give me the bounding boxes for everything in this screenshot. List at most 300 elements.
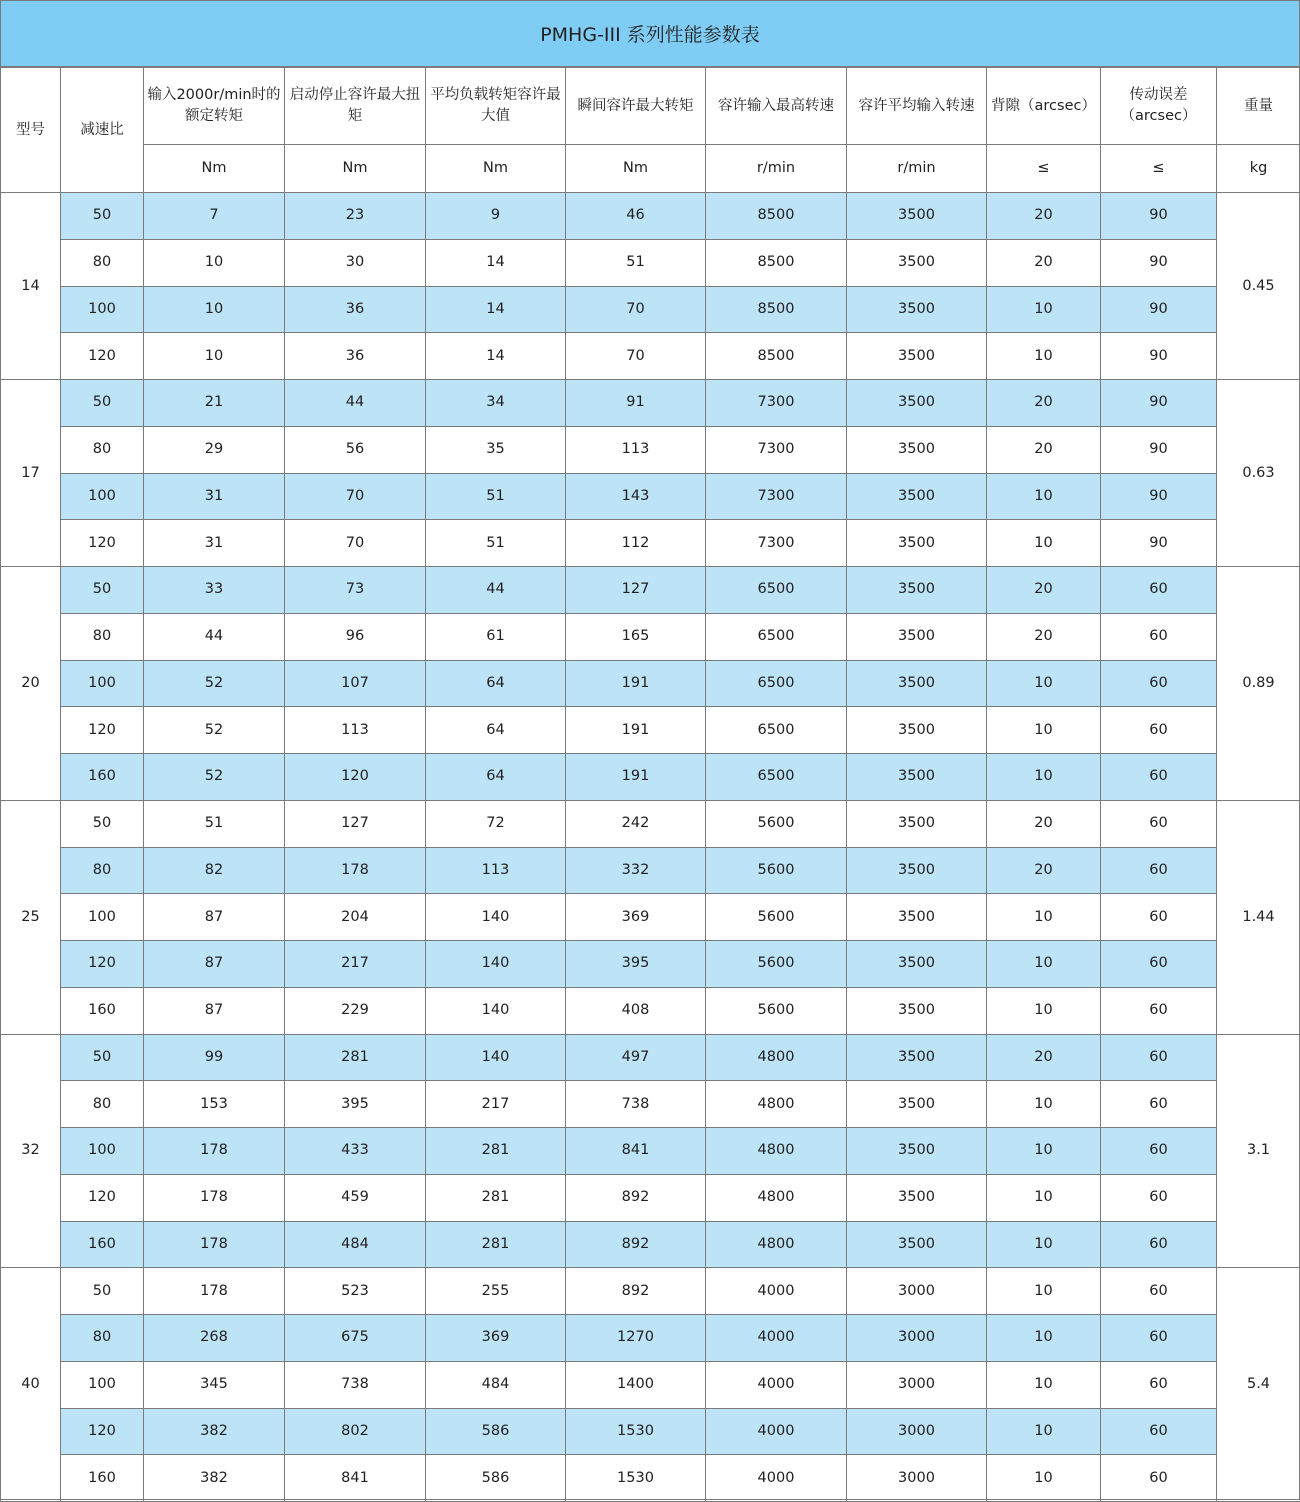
value-cell: 60 xyxy=(1101,1128,1217,1175)
value-cell: 3500 xyxy=(847,847,987,894)
table-row xyxy=(1,660,1300,707)
table-row xyxy=(1,1315,1300,1362)
value-cell: 4800 xyxy=(706,1174,847,1221)
value-cell: 10 xyxy=(144,286,285,333)
value-cell: 165 xyxy=(566,613,706,660)
weight-cell: 3.1 xyxy=(1217,1034,1300,1268)
table-row xyxy=(1,1034,1300,1081)
value-cell: 61 xyxy=(426,613,566,660)
value-cell: 140 xyxy=(426,1034,566,1081)
header-model: 型号 xyxy=(1,68,61,193)
value-cell: 35 xyxy=(426,426,566,473)
value-cell: 10 xyxy=(987,754,1101,801)
value-cell: 10 xyxy=(987,1268,1101,1315)
value-cell: 484 xyxy=(426,1361,566,1408)
value-cell: 51 xyxy=(426,520,566,567)
value-cell: 3500 xyxy=(847,987,987,1034)
ratio-cell: 100 xyxy=(61,660,144,707)
value-cell: 255 xyxy=(426,1268,566,1315)
value-cell: 60 xyxy=(1101,987,1217,1034)
value-cell: 8500 xyxy=(706,193,847,240)
value-cell: 60 xyxy=(1101,1221,1217,1268)
value-cell: 99 xyxy=(144,1034,285,1081)
value-cell: 10 xyxy=(987,660,1101,707)
value-cell: 433 xyxy=(285,1128,426,1175)
value-cell: 204 xyxy=(285,894,426,941)
value-cell: 44 xyxy=(144,613,285,660)
value-cell: 3000 xyxy=(847,1315,987,1362)
value-cell: 10 xyxy=(987,286,1101,333)
value-cell: 178 xyxy=(144,1268,285,1315)
value-cell: 6500 xyxy=(706,613,847,660)
value-cell: 3500 xyxy=(847,1174,987,1221)
ratio-cell: 120 xyxy=(61,520,144,567)
value-cell: 281 xyxy=(426,1174,566,1221)
value-cell: 140 xyxy=(426,894,566,941)
value-cell: 586 xyxy=(426,1455,566,1502)
value-cell: 90 xyxy=(1101,286,1217,333)
value-cell: 369 xyxy=(566,894,706,941)
value-cell: 281 xyxy=(426,1221,566,1268)
value-cell: 459 xyxy=(285,1174,426,1221)
table-row xyxy=(1,520,1300,567)
value-cell: 20 xyxy=(987,800,1101,847)
value-cell: 841 xyxy=(285,1455,426,1502)
value-cell: 369 xyxy=(426,1315,566,1362)
value-cell: 90 xyxy=(1101,426,1217,473)
value-cell: 70 xyxy=(566,286,706,333)
value-cell: 10 xyxy=(144,239,285,286)
value-cell: 3000 xyxy=(847,1361,987,1408)
header-transmission-error: 传动误差（arcsec） xyxy=(1101,68,1217,145)
table-row xyxy=(1,894,1300,941)
value-cell: 34 xyxy=(426,380,566,427)
value-cell: 3500 xyxy=(847,1128,987,1175)
ratio-cell: 50 xyxy=(61,1268,144,1315)
value-cell: 90 xyxy=(1101,473,1217,520)
value-cell: 87 xyxy=(144,987,285,1034)
ratio-cell: 80 xyxy=(61,239,144,286)
value-cell: 5600 xyxy=(706,987,847,1034)
value-cell: 523 xyxy=(285,1268,426,1315)
table-row xyxy=(1,800,1300,847)
value-cell: 10 xyxy=(144,333,285,380)
value-cell: 10 xyxy=(987,987,1101,1034)
model-cell: 25 xyxy=(1,800,61,1034)
value-cell: 20 xyxy=(987,613,1101,660)
value-cell: 4800 xyxy=(706,1081,847,1128)
value-cell: 30 xyxy=(285,239,426,286)
value-cell: 3500 xyxy=(847,426,987,473)
table-row xyxy=(1,1408,1300,1455)
value-cell: 6500 xyxy=(706,660,847,707)
value-cell: 10 xyxy=(987,1408,1101,1455)
value-cell: 7300 xyxy=(706,473,847,520)
value-cell: 4000 xyxy=(706,1315,847,1362)
value-cell: 14 xyxy=(426,239,566,286)
ratio-cell: 50 xyxy=(61,567,144,614)
value-cell: 60 xyxy=(1101,800,1217,847)
value-cell: 113 xyxy=(285,707,426,754)
table-row xyxy=(1,707,1300,754)
value-cell: 52 xyxy=(144,660,285,707)
value-cell: 60 xyxy=(1101,1268,1217,1315)
value-cell: 56 xyxy=(285,426,426,473)
value-cell: 3500 xyxy=(847,660,987,707)
value-cell: 20 xyxy=(987,380,1101,427)
value-cell: 217 xyxy=(285,941,426,988)
value-cell: 96 xyxy=(285,613,426,660)
value-cell: 51 xyxy=(566,239,706,286)
value-cell: 484 xyxy=(285,1221,426,1268)
value-cell: 6500 xyxy=(706,754,847,801)
value-cell: 60 xyxy=(1101,1315,1217,1362)
table-row xyxy=(1,613,1300,660)
value-cell: 178 xyxy=(144,1128,285,1175)
value-cell: 5600 xyxy=(706,941,847,988)
value-cell: 10 xyxy=(987,1361,1101,1408)
value-cell: 82 xyxy=(144,847,285,894)
value-cell: 408 xyxy=(566,987,706,1034)
value-cell: 10 xyxy=(987,333,1101,380)
value-cell: 60 xyxy=(1101,707,1217,754)
unit-cell: Nm xyxy=(426,145,566,193)
value-cell: 20 xyxy=(987,847,1101,894)
value-cell: 3500 xyxy=(847,520,987,567)
value-cell: 36 xyxy=(285,333,426,380)
value-cell: 10 xyxy=(987,520,1101,567)
table-row xyxy=(1,1128,1300,1175)
value-cell: 242 xyxy=(566,800,706,847)
unit-cell: Nm xyxy=(566,145,706,193)
value-cell: 4000 xyxy=(706,1361,847,1408)
table-row xyxy=(1,1174,1300,1221)
ratio-cell: 50 xyxy=(61,1034,144,1081)
table-row xyxy=(1,426,1300,473)
table-row xyxy=(1,333,1300,380)
value-cell: 60 xyxy=(1101,1081,1217,1128)
value-cell: 60 xyxy=(1101,613,1217,660)
unit-row xyxy=(1,145,1300,193)
value-cell: 91 xyxy=(566,380,706,427)
value-cell: 9 xyxy=(426,193,566,240)
table-row xyxy=(1,567,1300,614)
value-cell: 60 xyxy=(1101,660,1217,707)
value-cell: 1270 xyxy=(566,1315,706,1362)
value-cell: 10 xyxy=(987,1081,1101,1128)
value-cell: 10 xyxy=(987,707,1101,754)
table-row xyxy=(1,1221,1300,1268)
value-cell: 497 xyxy=(566,1034,706,1081)
value-cell: 802 xyxy=(285,1408,426,1455)
value-cell: 90 xyxy=(1101,239,1217,286)
value-cell: 51 xyxy=(144,800,285,847)
value-cell: 178 xyxy=(144,1221,285,1268)
ratio-cell: 120 xyxy=(61,1408,144,1455)
value-cell: 52 xyxy=(144,754,285,801)
value-cell: 14 xyxy=(426,286,566,333)
value-cell: 10 xyxy=(987,1128,1101,1175)
value-cell: 14 xyxy=(426,333,566,380)
value-cell: 4000 xyxy=(706,1455,847,1502)
value-cell: 3000 xyxy=(847,1455,987,1502)
value-cell: 3500 xyxy=(847,333,987,380)
value-cell: 586 xyxy=(426,1408,566,1455)
ratio-cell: 120 xyxy=(61,707,144,754)
value-cell: 90 xyxy=(1101,520,1217,567)
value-cell: 841 xyxy=(566,1128,706,1175)
value-cell: 46 xyxy=(566,193,706,240)
header-start-stop-torque: 启动停止容许最大扭矩 xyxy=(285,68,426,145)
header-avg-load-torque: 平均负载转矩容许最大值 xyxy=(426,68,566,145)
table-row xyxy=(1,239,1300,286)
value-cell: 382 xyxy=(144,1455,285,1502)
value-cell: 281 xyxy=(285,1034,426,1081)
value-cell: 3500 xyxy=(847,239,987,286)
ratio-cell: 160 xyxy=(61,987,144,1034)
ratio-cell: 100 xyxy=(61,894,144,941)
value-cell: 738 xyxy=(285,1361,426,1408)
value-cell: 127 xyxy=(285,800,426,847)
value-cell: 107 xyxy=(285,660,426,707)
unit-cell: r/min xyxy=(706,145,847,193)
header-momentary-torque: 瞬间容许最大转矩 xyxy=(566,68,706,145)
value-cell: 70 xyxy=(285,473,426,520)
value-cell: 7300 xyxy=(706,520,847,567)
value-cell: 892 xyxy=(566,1174,706,1221)
value-cell: 3000 xyxy=(847,1408,987,1455)
value-cell: 20 xyxy=(987,239,1101,286)
value-cell: 33 xyxy=(144,567,285,614)
value-cell: 8500 xyxy=(706,239,847,286)
value-cell: 70 xyxy=(566,333,706,380)
header-rated-torque: 输入2000r/min时的额定转矩 xyxy=(144,68,285,145)
value-cell: 268 xyxy=(144,1315,285,1362)
value-cell: 892 xyxy=(566,1268,706,1315)
value-cell: 20 xyxy=(987,426,1101,473)
value-cell: 60 xyxy=(1101,1174,1217,1221)
value-cell: 382 xyxy=(144,1408,285,1455)
value-cell: 1530 xyxy=(566,1455,706,1502)
value-cell: 3500 xyxy=(847,473,987,520)
value-cell: 60 xyxy=(1101,847,1217,894)
ratio-cell: 160 xyxy=(61,1221,144,1268)
value-cell: 113 xyxy=(566,426,706,473)
weight-cell: 0.45 xyxy=(1217,193,1300,380)
value-cell: 20 xyxy=(987,567,1101,614)
value-cell: 345 xyxy=(144,1361,285,1408)
header-avg-input-speed: 容许平均输入转速 xyxy=(847,68,987,145)
value-cell: 36 xyxy=(285,286,426,333)
unit-cell: kg xyxy=(1217,145,1300,193)
value-cell: 153 xyxy=(144,1081,285,1128)
value-cell: 3500 xyxy=(847,707,987,754)
value-cell: 7 xyxy=(144,193,285,240)
value-cell: 8500 xyxy=(706,286,847,333)
model-cell: 14 xyxy=(1,193,61,380)
weight-cell: 5.4 xyxy=(1217,1268,1300,1502)
table-row xyxy=(1,754,1300,801)
value-cell: 1530 xyxy=(566,1408,706,1455)
ratio-cell: 100 xyxy=(61,473,144,520)
value-cell: 90 xyxy=(1101,380,1217,427)
value-cell: 120 xyxy=(285,754,426,801)
value-cell: 6500 xyxy=(706,707,847,754)
value-cell: 20 xyxy=(987,193,1101,240)
value-cell: 4800 xyxy=(706,1128,847,1175)
value-cell: 7300 xyxy=(706,426,847,473)
value-cell: 4800 xyxy=(706,1221,847,1268)
ratio-cell: 50 xyxy=(61,800,144,847)
value-cell: 3500 xyxy=(847,193,987,240)
table-row xyxy=(1,1455,1300,1502)
ratio-cell: 50 xyxy=(61,193,144,240)
value-cell: 90 xyxy=(1101,333,1217,380)
value-cell: 87 xyxy=(144,941,285,988)
value-cell: 1400 xyxy=(566,1361,706,1408)
ratio-cell: 80 xyxy=(61,1081,144,1128)
value-cell: 20 xyxy=(987,1034,1101,1081)
table-row xyxy=(1,193,1300,240)
value-cell: 87 xyxy=(144,894,285,941)
value-cell: 60 xyxy=(1101,941,1217,988)
ratio-cell: 80 xyxy=(61,426,144,473)
table-row xyxy=(1,286,1300,333)
model-cell: 40 xyxy=(1,1268,61,1502)
header-backlash: 背隙（arcsec） xyxy=(987,68,1101,145)
value-cell: 395 xyxy=(285,1081,426,1128)
value-cell: 44 xyxy=(285,380,426,427)
table-row xyxy=(1,987,1300,1034)
value-cell: 3500 xyxy=(847,613,987,660)
value-cell: 8500 xyxy=(706,333,847,380)
value-cell: 4800 xyxy=(706,1034,847,1081)
value-cell: 229 xyxy=(285,987,426,1034)
header-ratio: 减速比 xyxy=(61,68,144,193)
ratio-cell: 80 xyxy=(61,613,144,660)
ratio-cell: 100 xyxy=(61,286,144,333)
value-cell: 395 xyxy=(566,941,706,988)
unit-cell: ≤ xyxy=(987,145,1101,193)
value-cell: 178 xyxy=(285,847,426,894)
value-cell: 3500 xyxy=(847,567,987,614)
ratio-cell: 120 xyxy=(61,941,144,988)
value-cell: 675 xyxy=(285,1315,426,1362)
value-cell: 191 xyxy=(566,707,706,754)
value-cell: 60 xyxy=(1101,1455,1217,1502)
table-row xyxy=(1,380,1300,427)
ratio-cell: 160 xyxy=(61,1455,144,1502)
value-cell: 64 xyxy=(426,707,566,754)
value-cell: 60 xyxy=(1101,1361,1217,1408)
value-cell: 60 xyxy=(1101,1408,1217,1455)
value-cell: 3500 xyxy=(847,1034,987,1081)
value-cell: 332 xyxy=(566,847,706,894)
value-cell: 6500 xyxy=(706,567,847,614)
header-weight: 重量 xyxy=(1217,68,1300,145)
weight-cell: 1.44 xyxy=(1217,800,1300,1034)
value-cell: 60 xyxy=(1101,1034,1217,1081)
value-cell: 31 xyxy=(144,473,285,520)
value-cell: 21 xyxy=(144,380,285,427)
value-cell: 70 xyxy=(285,520,426,567)
value-cell: 178 xyxy=(144,1174,285,1221)
value-cell: 44 xyxy=(426,567,566,614)
value-cell: 64 xyxy=(426,660,566,707)
value-cell: 281 xyxy=(426,1128,566,1175)
value-cell: 892 xyxy=(566,1221,706,1268)
value-cell: 29 xyxy=(144,426,285,473)
unit-cell: r/min xyxy=(847,145,987,193)
unit-cell: ≤ xyxy=(1101,145,1217,193)
value-cell: 4000 xyxy=(706,1408,847,1455)
value-cell: 4000 xyxy=(706,1268,847,1315)
value-cell: 3500 xyxy=(847,894,987,941)
value-cell: 191 xyxy=(566,660,706,707)
model-cell: 17 xyxy=(1,380,61,567)
value-cell: 10 xyxy=(987,1455,1101,1502)
value-cell: 10 xyxy=(987,894,1101,941)
value-cell: 3500 xyxy=(847,754,987,801)
header-max-input-speed: 容许输入最高转速 xyxy=(706,68,847,145)
value-cell: 64 xyxy=(426,754,566,801)
weight-cell: 0.63 xyxy=(1217,380,1300,567)
performance-table xyxy=(0,67,1300,1502)
value-cell: 3500 xyxy=(847,1081,987,1128)
unit-cell: Nm xyxy=(285,145,426,193)
value-cell: 60 xyxy=(1101,754,1217,801)
value-cell: 3500 xyxy=(847,1221,987,1268)
value-cell: 5600 xyxy=(706,800,847,847)
table-row xyxy=(1,847,1300,894)
value-cell: 113 xyxy=(426,847,566,894)
table-row xyxy=(1,1361,1300,1408)
value-cell: 191 xyxy=(566,754,706,801)
value-cell: 60 xyxy=(1101,567,1217,614)
unit-cell: Nm xyxy=(144,145,285,193)
table-row xyxy=(1,1268,1300,1315)
table-row xyxy=(1,941,1300,988)
value-cell: 112 xyxy=(566,520,706,567)
value-cell: 5600 xyxy=(706,847,847,894)
ratio-cell: 80 xyxy=(61,847,144,894)
ratio-cell: 120 xyxy=(61,1174,144,1221)
value-cell: 51 xyxy=(426,473,566,520)
value-cell: 143 xyxy=(566,473,706,520)
value-cell: 3500 xyxy=(847,800,987,847)
value-cell: 31 xyxy=(144,520,285,567)
header-row xyxy=(1,68,1300,145)
value-cell: 90 xyxy=(1101,193,1217,240)
value-cell: 10 xyxy=(987,1315,1101,1362)
value-cell: 217 xyxy=(426,1081,566,1128)
value-cell: 73 xyxy=(285,567,426,614)
ratio-cell: 80 xyxy=(61,1315,144,1362)
model-cell: 20 xyxy=(1,567,61,801)
value-cell: 23 xyxy=(285,193,426,240)
ratio-cell: 160 xyxy=(61,754,144,801)
value-cell: 10 xyxy=(987,1174,1101,1221)
value-cell: 3000 xyxy=(847,1268,987,1315)
value-cell: 127 xyxy=(566,567,706,614)
value-cell: 60 xyxy=(1101,894,1217,941)
value-cell: 10 xyxy=(987,473,1101,520)
table-row xyxy=(1,473,1300,520)
ratio-cell: 120 xyxy=(61,333,144,380)
value-cell: 10 xyxy=(987,941,1101,988)
value-cell: 72 xyxy=(426,800,566,847)
value-cell: 5600 xyxy=(706,894,847,941)
